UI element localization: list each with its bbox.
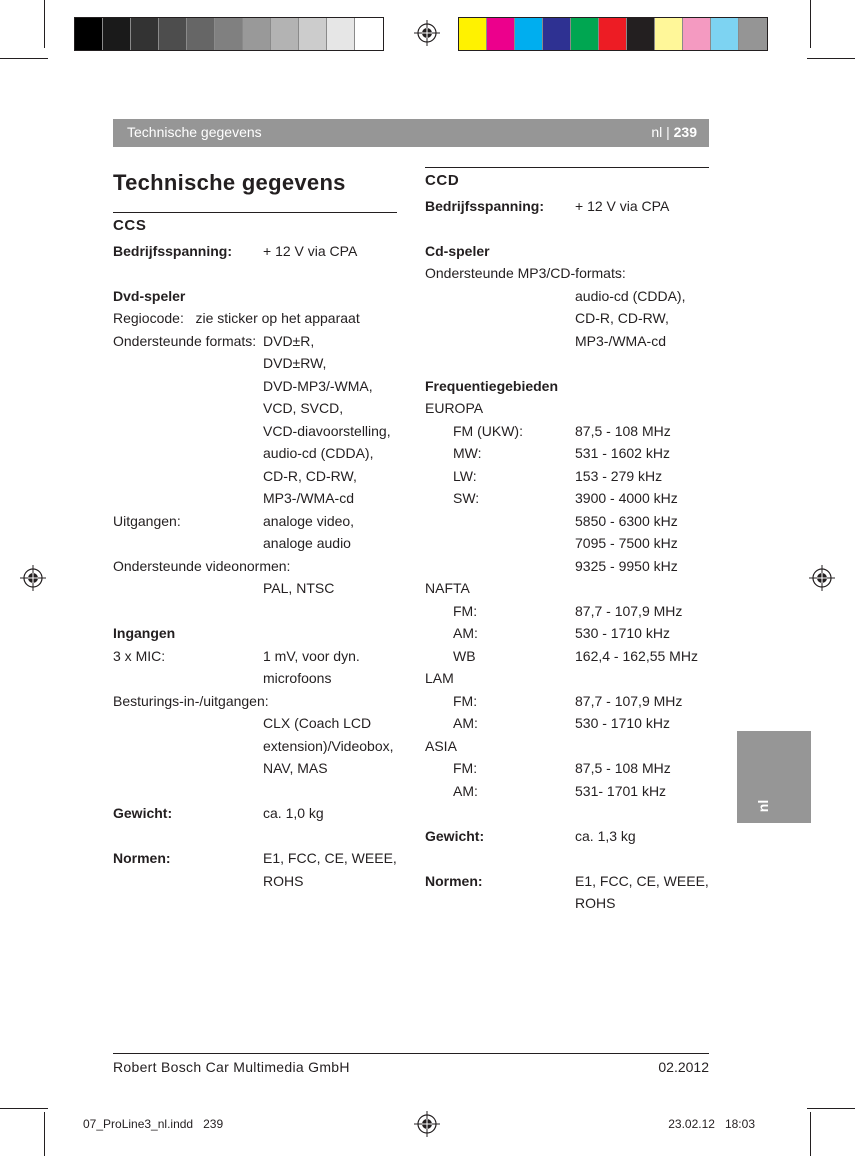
- spec-value: DVD±R,: [263, 332, 315, 349]
- spec-label: Gewicht:: [113, 805, 173, 821]
- crop-mark: [807, 1108, 855, 1109]
- section-rule: [113, 212, 397, 213]
- spec-value: 87,5 - 108 MHz: [575, 422, 671, 439]
- spec-value: 87,7 - 107,9 MHz: [575, 602, 683, 619]
- color-swatch: [627, 18, 655, 50]
- spec-value: VCD, SVCD,: [263, 400, 344, 416]
- spec-value: NAV, MAS: [263, 760, 328, 776]
- spec-line: Besturings-in-/uitgangen:: [113, 692, 269, 709]
- spec-label: Ondersteunde formats:: [113, 332, 257, 349]
- color-swatch: [187, 18, 215, 50]
- color-swatch: [131, 18, 159, 50]
- spec-label: 3 x MIC:: [113, 647, 166, 664]
- footer-company: Robert Bosch Car Multimedia GmbH: [113, 1059, 350, 1075]
- spec-label: LW:: [453, 467, 477, 484]
- color-swatch: [711, 18, 739, 50]
- color-swatch: [487, 18, 515, 50]
- spec-line: LAM: [425, 670, 454, 686]
- spec-value: audio-cd (CDDA),: [575, 287, 686, 304]
- spec-value: 530 - 1710 kHz: [575, 625, 670, 641]
- spec-label: AM:: [453, 782, 478, 799]
- subsection-heading: Cd-speler: [425, 242, 490, 259]
- spec-label: Bedrijfsspanning:: [113, 242, 233, 259]
- spec-value: 5850 - 6300 kHz: [575, 512, 678, 529]
- spec-line: EUROPA: [425, 400, 484, 416]
- subsection-heading: Ingangen: [113, 625, 176, 641]
- side-tab-label: nl: [755, 799, 772, 813]
- running-header-title: Technische gegevens: [127, 124, 262, 140]
- color-swatch: [243, 18, 271, 50]
- spec-label: Bedrijfsspanning:: [425, 197, 545, 214]
- spec-value: 153 - 279 kHz: [575, 467, 663, 484]
- spec-value: + 12 V via CPA: [575, 197, 670, 214]
- crop-mark: [0, 58, 48, 59]
- color-swatch: [739, 18, 767, 50]
- color-swatch: [299, 18, 327, 50]
- subsection-heading: Dvd-speler: [113, 287, 186, 304]
- spec-value: analoge video,: [263, 512, 355, 529]
- subsection-heading: Frequentiegebieden: [425, 377, 559, 394]
- spec-line: Ondersteunde MP3/CD-formats:: [425, 265, 626, 281]
- spec-value: 87,5 - 108 MHz: [575, 760, 671, 776]
- registration-mark-icon: [414, 1111, 440, 1137]
- page-number-box: [651, 124, 697, 140]
- spec-value: DVD-MP3/-WMA,: [263, 377, 373, 394]
- spec-value: 530 - 1710 kHz: [575, 715, 670, 731]
- page-number: 239: [673, 124, 697, 140]
- slug-timestamp: 23.02.12 18:03: [668, 1117, 755, 1131]
- color-swatch: [599, 18, 627, 50]
- spec-label: Normen:: [425, 872, 483, 889]
- color-swatch: [271, 18, 299, 50]
- spec-line: Regiocode: zie sticker op het apparaat: [113, 310, 360, 326]
- spec-label: AM:: [453, 715, 478, 731]
- spec-value: ROHS: [263, 872, 304, 889]
- color-swatch: [159, 18, 187, 50]
- spec-value: analoge audio: [263, 535, 351, 551]
- crop-mark: [44, 1112, 45, 1156]
- footer-date: 02.2012: [658, 1059, 709, 1075]
- process-color-bar: [458, 17, 768, 51]
- spec-value: E1, FCC, CE, WEEE,: [263, 850, 397, 866]
- color-swatch: [655, 18, 683, 50]
- spec-line: Ondersteunde videonormen:: [113, 557, 291, 574]
- spec-value: microfoons: [263, 670, 332, 686]
- spec-value: ROHS: [575, 895, 616, 911]
- spec-label: Normen:: [113, 850, 171, 866]
- slug-filename: 07_ProLine3_nl.indd 239: [83, 1117, 224, 1131]
- spec-value: DVD±RW,: [263, 355, 327, 371]
- spec-label: AM:: [453, 625, 478, 641]
- color-swatch: [459, 18, 487, 50]
- color-swatch: [683, 18, 711, 50]
- language-code: nl: [651, 124, 663, 140]
- spec-line: ASIA: [425, 737, 457, 754]
- spec-value: audio-cd (CDDA),: [263, 445, 374, 461]
- spec-value: CD-R, CD-RW,: [263, 467, 357, 484]
- spec-label: SW:: [453, 490, 480, 506]
- spec-value: E1, FCC, CE, WEEE,: [575, 872, 709, 889]
- color-swatch: [103, 18, 131, 50]
- spec-value: 531 - 1602 kHz: [575, 445, 670, 461]
- spec-label: Uitgangen:: [113, 512, 181, 529]
- spec-label: MW:: [453, 445, 482, 461]
- spec-label: Gewicht:: [425, 827, 485, 844]
- color-swatch: [75, 18, 103, 50]
- spec-value: ca. 1,0 kg: [263, 805, 324, 821]
- section-rule: [425, 167, 709, 168]
- color-swatch: [571, 18, 599, 50]
- registration-mark-icon: [20, 565, 46, 591]
- footer-rule: [113, 1053, 709, 1054]
- spec-value: CD-R, CD-RW,: [575, 310, 669, 326]
- color-swatch: [515, 18, 543, 50]
- color-swatch: [543, 18, 571, 50]
- separator: |: [662, 124, 674, 140]
- spec-value: CLX (Coach LCD: [263, 715, 372, 731]
- spec-value: extension)/Videobox,: [263, 737, 394, 754]
- spec-label: FM:: [453, 692, 478, 709]
- spec-label: FM (UKW):: [453, 422, 523, 439]
- spec-value: 87,7 - 107,9 MHz: [575, 692, 683, 709]
- color-swatch: [215, 18, 243, 50]
- spec-label: WB: [453, 647, 476, 664]
- crop-mark: [0, 1108, 48, 1109]
- spec-line: NAFTA: [425, 580, 470, 596]
- spec-label: FM:: [453, 602, 478, 619]
- spec-value: ca. 1,3 kg: [575, 827, 636, 844]
- spec-value: VCD-diavoorstelling,: [263, 422, 391, 439]
- spec-value: 9325 - 9950 kHz: [575, 557, 678, 574]
- spec-value: 531- 1701 kHz: [575, 782, 667, 799]
- crop-mark: [44, 0, 45, 48]
- spec-value: 3900 - 4000 kHz: [575, 490, 678, 506]
- registration-mark-icon: [414, 20, 440, 46]
- crop-mark: [810, 1112, 811, 1156]
- color-swatch: [327, 18, 355, 50]
- section-heading: CCS: [113, 217, 147, 234]
- spec-value: MP3-/WMA-cd: [575, 332, 666, 349]
- spec-value: + 12 V via CPA: [263, 242, 358, 259]
- spec-value: 162,4 - 162,55 MHz: [575, 647, 698, 664]
- registration-mark-icon: [809, 565, 835, 591]
- spec-value: 7095 - 7500 kHz: [575, 535, 678, 551]
- spec-label: FM:: [453, 760, 478, 776]
- page-title: Technische gegevens: [113, 170, 346, 195]
- crop-mark: [810, 0, 811, 48]
- spec-value: PAL, NTSC: [263, 580, 335, 596]
- crop-mark: [807, 58, 855, 59]
- spec-value: 1 mV, voor dyn.: [263, 647, 360, 664]
- language-side-tab: [737, 731, 811, 823]
- section-heading: CCD: [425, 172, 460, 189]
- running-header: [113, 119, 709, 147]
- gray-color-bar: [74, 17, 384, 51]
- color-swatch: [355, 18, 383, 50]
- spec-value: MP3-/WMA-cd: [263, 490, 354, 506]
